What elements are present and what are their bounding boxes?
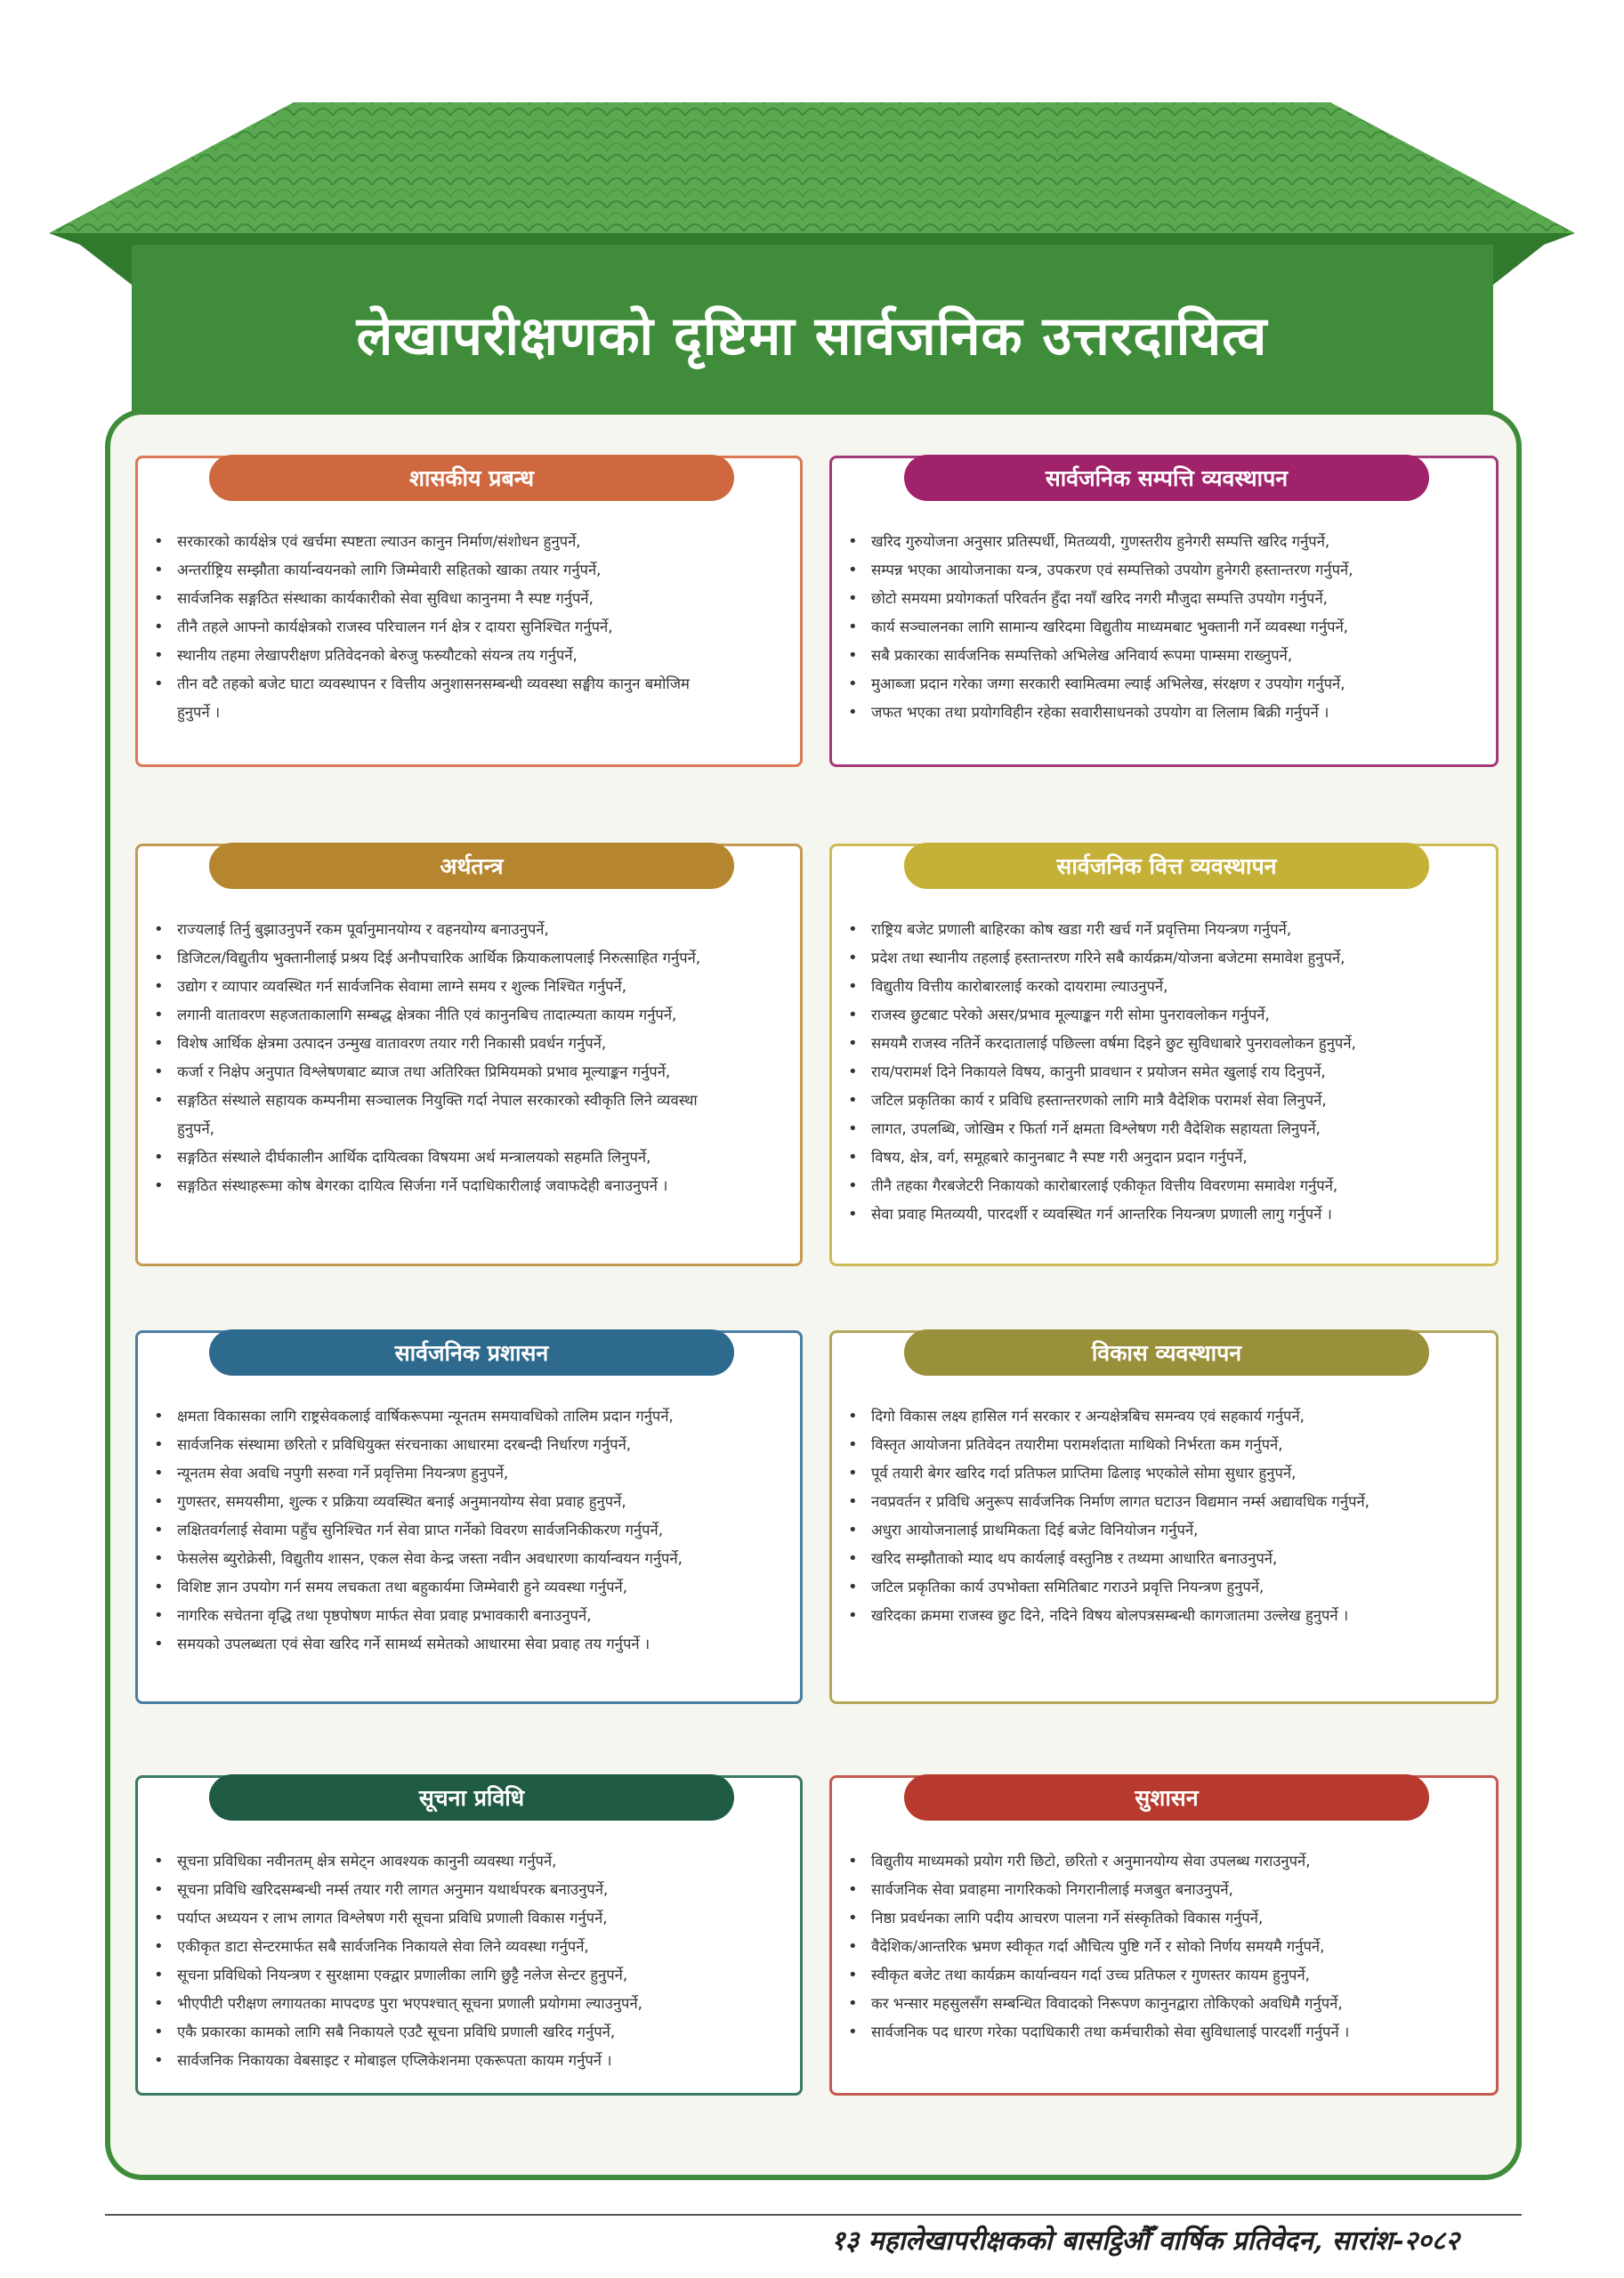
list-item <box>150 1573 788 1602</box>
list-item-text: सबै प्रकारका सार्वजनिक सम्पत्तिको अभिलेख अनिवार्य रूपमा पाम्समा राख्नुपर्ने, <box>871 647 1293 664</box>
list-item <box>844 670 1483 699</box>
bullet-icon: • <box>154 1909 164 1927</box>
card-public-administration <box>135 1330 803 1704</box>
list-item <box>150 1172 788 1200</box>
list-item-text: जटिल प्रकृतिका कार्य उपभोक्ता समितिबाट गराउने प्रवृत्ति नियन्त्रण हुनुपर्ने, <box>871 1579 1264 1595</box>
bullet-icon: • <box>848 618 858 636</box>
card-development-management <box>829 1330 1499 1704</box>
card-bullet-list <box>150 528 788 727</box>
bullet-icon: • <box>154 1994 164 2013</box>
bullet-icon: • <box>848 703 858 722</box>
bullet-icon: • <box>154 920 164 939</box>
bullet-icon: • <box>154 1091 164 1110</box>
list-item-text: विशिष्ट ज्ञान उपयोग गर्न समय लचकता तथा बहुकार्यमा जिम्मेवारी हुने व्यवस्था गर्नुपर्ने, <box>177 1579 628 1595</box>
list-item <box>150 1630 788 1659</box>
list-item <box>844 585 1483 613</box>
bullet-icon: • <box>848 1006 858 1024</box>
list-item <box>150 556 788 585</box>
bullet-icon: • <box>848 1492 858 1511</box>
bullet-icon: • <box>154 1435 164 1454</box>
list-item <box>844 1459 1483 1488</box>
list-item <box>150 1001 788 1030</box>
list-item <box>150 1115 788 1143</box>
list-item <box>150 973 788 1001</box>
card-heading: अर्थतन्त्र <box>209 843 734 889</box>
list-item <box>844 1431 1483 1459</box>
bullet-icon: • <box>848 2023 858 2041</box>
bullet-icon: • <box>154 561 164 579</box>
bullet-icon: • <box>848 646 858 665</box>
list-item-text: वैदेशिक/आन्तरिक भ्रमण स्वीकृत गर्दा औचित्य पुष्टि गर्ने र सोको निर्णय समयमै गर्नुपर्ने, <box>871 1938 1325 1955</box>
list-item <box>150 1086 788 1115</box>
bullet-icon: • <box>848 1549 858 1568</box>
bullet-icon: • <box>154 1148 164 1167</box>
list-item <box>844 1573 1483 1602</box>
list-item <box>150 585 788 613</box>
list-item <box>150 1030 788 1058</box>
bullet-icon: • <box>154 1062 164 1081</box>
list-item-text: राय/परामर्श दिने निकायले विषय, कानुनी प्रावधान र प्रयोजन समेत खुलाई राय दिनुपर्ने, <box>871 1063 1326 1080</box>
bullet-icon: • <box>154 1464 164 1482</box>
list-item <box>150 1058 788 1086</box>
bullet-icon: • <box>848 1435 858 1454</box>
list-item-text: तीनै तहले आफ्नो कार्यक्षेत्रको राजस्व परिचालन गर्न क्षेत्र र दायरा सुनिश्चित गर्नुपर्ने, <box>177 618 613 635</box>
list-item-text: जफत भएका तथा प्रयोगविहीन रहेका सवारीसाधनको उपयोग वा लिलाम बिक्री गर्नुपर्ने । <box>871 704 1329 721</box>
card-heading: शासकीय प्रबन्ध <box>209 455 734 501</box>
bullet-icon: • <box>154 1521 164 1539</box>
list-item-text: नागरिक सचेतना वृद्धि तथा पृष्ठपोषण मार्फत सेवा प्रवाह प्रभावकारी बनाउनुपर्ने, <box>177 1607 592 1624</box>
bullet-icon: • <box>848 920 858 939</box>
list-item <box>844 2018 1483 2047</box>
bullet-icon: • <box>848 1578 858 1596</box>
list-item-text: तीन वटै तहको बजेट घाटा व्यवस्थापन र वित्तीय अनुशासनसम्बन्धी व्यवस्था सङ्घीय कानुन बमोजिम <box>177 675 690 692</box>
bullet-icon: • <box>154 1578 164 1596</box>
list-item <box>844 1545 1483 1573</box>
footer-divider <box>105 2214 1522 2216</box>
list-item <box>844 1961 1483 1990</box>
bullet-icon: • <box>154 949 164 967</box>
list-item-text: पर्याप्त अध्ययन र लाभ लागत विश्लेषण गरी सूचना प्रविधि प्रणाली विकास गर्नुपर्ने, <box>177 1910 608 1927</box>
list-item-text: सूचना प्रविधिको नियन्त्रण र सुरक्षामा एक्द्वार प्रणालीका लागि छुट्टै नलेज सेन्टर हुनुपर्ने, <box>177 1967 628 1983</box>
list-item-text: सेवा प्रवाह मितव्ययी, पारदर्शी र व्यवस्थित गर्न आन्तरिक नियन्त्रण प्रणाली लागु गर्नुपर्ने । <box>871 1206 1332 1223</box>
list-item-text: एकीकृत डाटा सेन्टरमार्फत सबै सार्वजनिक निकायले सेवा लिने व्यवस्था गर्नुपर्ने, <box>177 1938 589 1955</box>
list-item <box>150 1459 788 1488</box>
card-bullet-list <box>844 1402 1483 1630</box>
list-item-text: समयमै राजस्व नतिर्ने करदातालाई पछिल्ला वर्षमा दिइने छुट सुविधाबारे पुनरावलोकन हुनुपर्ने, <box>871 1035 1356 1052</box>
bullet-icon: • <box>154 1937 164 1956</box>
card-heading: सार्वजनिक प्रशासन <box>209 1329 734 1376</box>
list-item <box>844 699 1483 727</box>
card-bullet-list <box>150 1847 788 2075</box>
list-item-text: डिजिटल/विद्युतीय भुक्तानीलाई प्रश्रय दिई अनौपचारिक आर्थिक क्रियाकलापलाई निरुत्साहित गर्नुपर्ने, <box>177 949 701 966</box>
list-item <box>844 1030 1483 1058</box>
list-item-text: स्थानीय तहमा लेखापरीक्षण प्रतिवेदनको बेरुजु फस्र्यौटको संयन्त्र तय गर्नुपर्ने, <box>177 647 578 664</box>
list-item <box>844 1516 1483 1545</box>
page-title: लेखापरीक्षणको दृष्टिमा सार्वजनिक उत्तरदायित्व <box>356 305 1268 368</box>
list-item-text: सार्वजनिक निकायका वेबसाइट र मोबाइल एप्लिकेशनमा एकरूपता कायम गर्नुपर्ने । <box>177 2052 612 2069</box>
list-item <box>150 1143 788 1172</box>
list-item-text: अधुरा आयोजनालाई प्राथमिकता दिई बजेट विनियोजन गर्नुपर्ने, <box>871 1522 1199 1539</box>
list-item-text: सङ्गठित संस्थाले दीर्घकालीन आर्थिक दायित्वका विषयमा अर्थ मन्त्रालयको सहमति लिनुपर्ने, <box>177 1149 651 1166</box>
list-item-text: समयको उपलब्धता एवं सेवा खरिद गर्ने सामर्थ्य समेतको आधारमा सेवा प्रवाह तय गर्नुपर्ने । <box>177 1636 650 1652</box>
card-governance <box>135 456 803 767</box>
list-item-text: विषय, क्षेत्र, वर्ग, समूहबारे कानुनबाट नै स्पष्ट गरी अनुदान प्रदान गर्नुपर्ने, <box>871 1149 1248 1166</box>
list-item <box>150 528 788 556</box>
bullet-icon: • <box>848 1521 858 1539</box>
list-item-text: फेसलेस ब्युरोक्रेसी, विद्युतीय शासन, एकल सेवा केन्द्र जस्ता नवीन अवधारणा कार्यान्वयन गर्नुपर्ने, <box>177 1550 683 1567</box>
list-item-text: सार्वजनिक सेवा प्रवाहमा नागरिकको निगरानीलाई मजबुत बनाउनुपर्ने, <box>871 1881 1233 1898</box>
bullet-icon: • <box>154 1635 164 1653</box>
bullet-icon: • <box>154 1606 164 1625</box>
list-item-text: क्षमता विकासका लागि राष्ट्रसेवकलाई वार्षिकरूपमा न्यूनतम समयावधिको तालिम प्रदान गर्नुपर्ने, <box>177 1408 674 1425</box>
list-item <box>844 642 1483 670</box>
list-item <box>844 1602 1483 1630</box>
list-item-text: खरिद गुरुयोजना अनुसार प्रतिस्पर्धी, मितव्ययी, गुणस्तरीय हुनेगरी सम्पत्ति खरिद गर्नुपर्ने, <box>871 533 1330 550</box>
list-item-text: सार्वजनिक पद धारण गरेका पदाधिकारी तथा कर्मचारीको सेवा सुविधालाई पारदर्शी गर्नुपर्ने । <box>871 2024 1350 2040</box>
list-item-text: सङ्गठित संस्थाले सहायक कम्पनीमा सञ्चालक नियुक्ति गर्दा नेपाल सरकारको स्वीकृति लिने व्यवस्था <box>177 1092 698 1109</box>
bullet-icon: • <box>154 2023 164 2041</box>
bullet-icon: • <box>848 1176 858 1195</box>
card-public-property <box>829 456 1499 767</box>
list-item-text: न्यूनतम सेवा अवधि नपुगी सरुवा गर्ने प्रवृत्तिमा नियन्त्रण हुनुपर्ने, <box>177 1465 509 1482</box>
list-item-text: लगानी वातावरण सहजताकालागि सम्बद्ध क्षेत्रका नीति एवं कानुनबिच तादात्म्यता कायम गर्नुपर्ने, <box>177 1006 677 1023</box>
list-item <box>844 1847 1483 1876</box>
list-item <box>150 699 788 727</box>
list-item <box>150 1402 788 1431</box>
bullet-icon: • <box>154 1549 164 1568</box>
bullet-icon: • <box>154 1176 164 1195</box>
bullet-icon: • <box>848 561 858 579</box>
list-item-text: अन्तर्राष्ट्रिय सम्झौता कार्यान्वयनको लागि जिम्मेवारी सहितको खाका तयार गर्नुपर्ने, <box>177 561 602 578</box>
bullet-icon: • <box>848 1062 858 1081</box>
card-bullet-list <box>150 916 788 1200</box>
list-item-text: लागत, उपलब्धि, जोखिम र फिर्ता गर्ने क्षमता विश्लेषण गरी वैदेशिक सहायता लिनुपर्ने, <box>871 1120 1321 1137</box>
bullet-icon: • <box>848 1852 858 1870</box>
list-item <box>150 1516 788 1545</box>
list-item-text: सार्वजनिक सङ्गठित संस्थाका कार्यकारीको सेवा सुविधा कानुनमा नै स्पष्ट गर्नुपर्ने, <box>177 590 594 607</box>
list-item-text: खरिदका क्रममा राजस्व छुट दिने, नदिने विषय बोलपत्रसम्बन्धी कागजातमा उल्लेख हुनुपर्ने । <box>871 1607 1349 1624</box>
card-heading: सार्वजनिक सम्पत्ति व्यवस्थापन <box>904 455 1429 501</box>
list-item <box>844 1001 1483 1030</box>
bullet-icon: • <box>154 977 164 996</box>
list-item <box>844 944 1483 973</box>
list-item <box>150 1847 788 1876</box>
list-item-text: सम्पन्न भएका आयोजनाका यन्त्र, उपकरण एवं सम्पत्तिको उपयोग हुनेगरी हस्तान्तरण गर्नुपर्ने, <box>871 561 1353 578</box>
list-item <box>844 1143 1483 1172</box>
card-bullet-list <box>844 1847 1483 2047</box>
list-item-text: सूचना प्रविधि खरिदसम्बन्धी नर्म्स तयार गरी लागत अनुमान यथार्थपरक बनाउनुपर्ने, <box>177 1881 609 1898</box>
card-public-finance <box>829 844 1499 1266</box>
list-item <box>844 916 1483 944</box>
bullet-icon: • <box>154 1006 164 1024</box>
list-item <box>844 1933 1483 1961</box>
page-footer: १३ महालेखापरीक्षकको बासट्ठिऔँ वार्षिक प्रतिवेदन, सारांश-२०८२ <box>830 2225 1459 2257</box>
list-item <box>150 1876 788 1904</box>
card-heading: सूचना प्रविधि <box>209 1774 734 1821</box>
card-bullet-list <box>844 528 1483 727</box>
list-item-text: गुणस्तर, समयसीमा, शुल्क र प्रक्रिया व्यवस्थित बनाई अनुमानयोग्य सेवा प्रवाह हुनुपर्ने, <box>177 1493 626 1510</box>
list-item-text: एकै प्रकारका कामको लागि सबै निकायले एउटै सूचना प्रविधि प्रणाली खरिद गर्नुपर्ने, <box>177 2024 616 2040</box>
list-item <box>844 1172 1483 1200</box>
list-item-text: लक्षितवर्गलाई सेवामा पहुँच सुनिश्चित गर्न सेवा प्राप्त गर्नेको विवरण सार्वजनिकीकरण गर्नुपर्ने, <box>177 1522 664 1539</box>
bullet-icon: • <box>848 1909 858 1927</box>
list-item <box>150 670 788 699</box>
bullet-icon: • <box>848 1205 858 1224</box>
list-item-text: तीनै तहका गैरबजेटरी निकायको कारोबारलाई एकीकृत वित्तीय विवरणमा समावेश गर्नुपर्ने, <box>871 1177 1338 1194</box>
list-item-text: हुनुपर्ने । <box>177 704 221 721</box>
list-item <box>150 1961 788 1990</box>
card-good-governance <box>829 1775 1499 2096</box>
list-item <box>150 2018 788 2047</box>
card-heading: विकास व्यवस्थापन <box>904 1329 1429 1376</box>
list-item-text: उद्योग र व्यापार व्यवस्थित गर्न सार्वजनिक सेवामा लाग्ने समय र शुल्क निश्चित गर्नुपर्ने, <box>177 978 627 995</box>
bullet-icon: • <box>154 646 164 665</box>
list-item-text: सूचना प्रविधिका नवीनतम् क्षेत्र समेट्न आवश्यक कानुनी व्यवस्था गर्नुपर्ने, <box>177 1853 557 1870</box>
list-item-text: राजस्व छुटबाट परेको असर/प्रभाव मूल्याङ्कन गरी सोमा पुनरावलोकन गर्नुपर्ने, <box>871 1006 1270 1023</box>
list-item <box>844 1115 1483 1143</box>
list-item <box>844 1904 1483 1933</box>
list-item <box>150 2047 788 2075</box>
list-item-text: राज्यलाई तिर्नु बुझाउनुपर्ने रकम पूर्वानुमानयोग्य र वहनयोग्य बनाउनुपर्ने, <box>177 921 549 938</box>
list-item-text: कर भन्सार महसुलसँग सम्बन्धित विवादको निरूपण कानुनद्वारा तोकिएको अवधिमै गर्नुपर्ने, <box>871 1995 1343 2012</box>
list-item-text: विस्तृत आयोजना प्रतिवेदन तयारीमा परामर्शदाता माथिको निर्भरता कम गर्नुपर्ने, <box>871 1436 1283 1453</box>
list-item <box>844 1990 1483 2018</box>
card-bullet-list <box>150 1402 788 1659</box>
list-item <box>844 1086 1483 1115</box>
bullet-icon: • <box>154 1407 164 1426</box>
bullet-icon: • <box>848 949 858 967</box>
list-item-text: नवप्रवर्तन र प्रविधि अनुरूप सार्वजनिक निर्माण लागत घटाउन विद्यमान नर्म्स अद्यावधिक गर्नुपर्ने, <box>871 1493 1369 1510</box>
bullet-icon: • <box>154 1966 164 1984</box>
bullet-icon: • <box>154 589 164 608</box>
bullet-icon: • <box>848 1034 858 1053</box>
list-item <box>844 1876 1483 1904</box>
list-item <box>844 528 1483 556</box>
bullet-icon: • <box>848 1966 858 1984</box>
list-item-text: प्रदेश तथा स्थानीय तहलाई हस्तान्तरण गरिने सबै कार्यक्रम/योजना बजेटमा समावेश हुनुपर्ने, <box>871 949 1345 966</box>
list-item-text: पूर्व तयारी बेगर खरिद गर्दा प्रतिफल प्राप्तिमा ढिलाइ भएकोले सोमा सुधार हुनुपर्ने, <box>871 1465 1297 1482</box>
list-item <box>150 944 788 973</box>
list-item-text: कर्जा र निक्षेप अनुपात विश्लेषणबाट ब्याज तथा अतिरिक्त प्रिमियमको प्रभाव मूल्याङ्कन गर्नुपर्ने, <box>177 1063 671 1080</box>
list-item <box>844 1402 1483 1431</box>
bullet-icon: • <box>848 1119 858 1138</box>
list-item-text: विद्युतीय माध्यमको प्रयोग गरी छिटो, छरितो र अनुमानयोग्य सेवा उपलब्ध गराउनुपर्ने, <box>871 1853 1311 1870</box>
bullet-icon: • <box>848 1880 858 1899</box>
bullet-icon: • <box>154 1034 164 1053</box>
bullet-icon: • <box>848 1937 858 1956</box>
list-item-text: छोटो समयमा प्रयोगकर्ता परिवर्तन हुँदा नयाँ खरिद नगरी मौजुदा सम्पत्ति उपयोग गर्नुपर्ने, <box>871 590 1328 607</box>
list-item-text: भीएपीटी परीक्षण लगायतका मापदण्ड पुरा भएपश्चात् सूचना प्रणाली प्रयोगमा ल्याउनुपर्ने, <box>177 1995 642 2012</box>
list-item <box>150 1602 788 1630</box>
list-item <box>150 1904 788 1933</box>
bullet-icon: • <box>848 675 858 693</box>
bullet-icon: • <box>848 1606 858 1625</box>
list-item-text: मुआब्जा प्रदान गरेका जग्गा सरकारी स्वामित्वमा ल्याई अभिलेख, संरक्षण र उपयोग गर्नुपर्ने, <box>871 675 1345 692</box>
list-item-text: राष्ट्रिय बजेट प्रणाली बाहिरका कोष खडा गरी खर्च गर्ने प्रवृत्तिमा नियन्त्रण गर्नुपर्ने, <box>871 921 1292 938</box>
list-item <box>844 1200 1483 1229</box>
list-item <box>150 1545 788 1573</box>
list-item-text: जटिल प्रकृतिका कार्य र प्रविधि हस्तान्तरणको लागि मात्रै वैदेशिक परामर्श सेवा लिनुपर्ने, <box>871 1092 1327 1109</box>
list-item-text: सार्वजनिक संस्थामा छरितो र प्रविधियुक्त संरचनाका आधारमा दरबन्दी निर्धारण गर्नुपर्ने, <box>177 1436 632 1453</box>
list-item-text: स्वीकृत बजेट तथा कार्यक्रम कार्यान्वयन गर्दा उच्च प्रतिफल र गुणस्तर कायम हुनुपर्ने, <box>871 1967 1310 1983</box>
list-item <box>150 1990 788 2018</box>
list-item <box>150 916 788 944</box>
bullet-icon: • <box>154 532 164 551</box>
bullet-icon: • <box>848 1148 858 1167</box>
list-item <box>844 613 1483 642</box>
card-heading: सुशासन <box>904 1774 1429 1821</box>
list-item-text: सरकारको कार्यक्षेत्र एवं खर्चमा स्पष्टता ल्याउन कानुन निर्माण/संशोधन हुनुपर्ने, <box>177 533 581 550</box>
list-item-text: सङ्गठित संस्थाहरूमा कोष बेगरका दायित्व सिर्जना गर्ने पदाधिकारीलाई जवाफदेही बनाउनुपर्ने । <box>177 1177 668 1194</box>
list-item-text: कार्य सञ्चालनका लागि सामान्य खरिदमा विद्युतीय माध्यमबाट भुक्तानी गर्ने व्यवस्था गर्नुपर्ने, <box>871 618 1349 635</box>
bullet-icon: • <box>848 1091 858 1110</box>
bullet-icon: • <box>848 589 858 608</box>
card-heading: सार्वजनिक वित्त व्यवस्थापन <box>904 843 1429 889</box>
list-item <box>150 1488 788 1516</box>
bullet-icon: • <box>154 1880 164 1899</box>
bullet-icon: • <box>154 1852 164 1870</box>
card-bullet-list <box>844 916 1483 1229</box>
list-item <box>844 556 1483 585</box>
card-information-technology <box>135 1775 803 2096</box>
bullet-icon: • <box>848 532 858 551</box>
list-item <box>844 1058 1483 1086</box>
list-item <box>150 1431 788 1459</box>
bullet-icon: • <box>848 1407 858 1426</box>
bullet-icon: • <box>154 675 164 693</box>
list-item-text: हुनुपर्ने, <box>177 1120 214 1137</box>
bullet-icon: • <box>154 1492 164 1511</box>
list-item-text: दिगो विकास लक्ष्य हासिल गर्न सरकार र अन्यक्षेत्रबिच समन्वय एवं सहकार्य गर्नुपर्ने, <box>871 1408 1305 1425</box>
bullet-icon: • <box>848 1994 858 2013</box>
list-item-text: खरिद सम्झौताको म्याद थप कार्यलाई वस्तुनिष्ठ र तथ्यमा आधारित बनाउनुपर्ने, <box>871 1550 1278 1567</box>
list-item <box>844 973 1483 1001</box>
list-item-text: निष्ठा प्रवर्धनका लागि पदीय आचरण पालना गर्ने संस्कृतिको विकास गर्नुपर्ने, <box>871 1910 1264 1927</box>
list-item <box>150 1933 788 1961</box>
list-item <box>150 613 788 642</box>
bullet-icon: • <box>848 1464 858 1482</box>
bullet-icon: • <box>154 2051 164 2070</box>
list-item-text: विशेष आर्थिक क्षेत्रमा उत्पादन उन्मुख वातावरण तयार गरी निकासी प्रवर्धन गर्नुपर्ने, <box>177 1035 607 1052</box>
card-economy <box>135 844 803 1266</box>
list-item <box>844 1488 1483 1516</box>
list-item <box>150 642 788 670</box>
list-item-text: विद्युतीय वित्तीय कारोबारलाई करको दायरामा ल्याउनुपर्ने, <box>871 978 1168 995</box>
bullet-icon: • <box>154 618 164 636</box>
bullet-icon: • <box>848 977 858 996</box>
